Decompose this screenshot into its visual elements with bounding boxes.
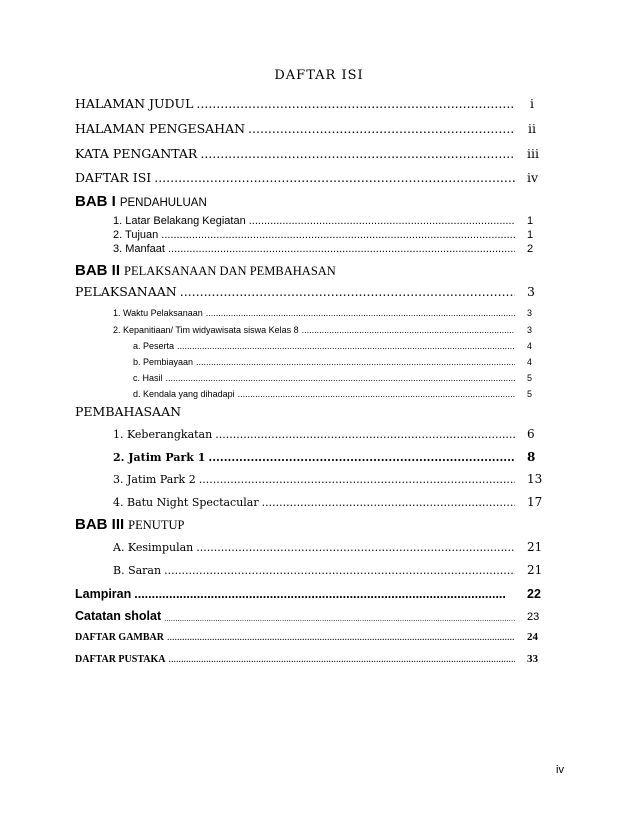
toc-entry-pelaksanaan: PELAKSANAAN ..... 3 bbox=[75, 284, 515, 299]
dot-leader bbox=[180, 284, 515, 299]
dot-leader bbox=[206, 308, 515, 318]
toc-entry-pembiayaan: b. Pembiayaan ..... 4 bbox=[133, 357, 515, 367]
toc-entry-jatim-park-2: 3. Jatim Park 2 ..... 13 bbox=[113, 473, 515, 486]
bab-1-heading: BAB I PENDAHULUAN bbox=[75, 193, 207, 210]
dot-leader bbox=[208, 451, 515, 464]
dot-leader bbox=[248, 121, 515, 136]
toc-entry-kata-pengantar: KATA PENGANTAR ..... iii bbox=[75, 146, 515, 161]
toc-entry-halaman-pengesahan: HALAMAN PENGESAHAN ..... ii bbox=[75, 121, 515, 136]
toc-entry-catatan-sholat: Catatan sholat ..... 23 bbox=[75, 609, 515, 623]
dot-leader bbox=[196, 357, 515, 367]
toc-entry-keberangkatan: 1. Keberangkatan ..... 6 bbox=[113, 428, 515, 441]
dot-leader bbox=[168, 243, 515, 255]
dot-leader bbox=[166, 373, 515, 383]
dot-leader bbox=[199, 473, 515, 486]
toc-entry-daftar-pustaka: DAFTAR PUSTAKA ..... 33 bbox=[75, 654, 515, 665]
toc-entry-tujuan: 2. Tujuan ..... 1 bbox=[113, 229, 515, 241]
dot-leader bbox=[200, 146, 515, 161]
dot-leader bbox=[164, 614, 515, 623]
toc-entry-kendala: d. Kendala yang dihadapi ..... 5 bbox=[133, 389, 515, 399]
toc-entry-halaman-judul: HALAMAN JUDUL ..... i bbox=[75, 96, 515, 111]
dot-leader bbox=[161, 229, 515, 241]
bab-2-heading: BAB II PELAKSANAAN DAN PEMBAHASAN bbox=[75, 262, 336, 279]
dot-leader bbox=[262, 496, 515, 509]
toc-entry-saran: B. Saran ..... 21 bbox=[113, 564, 515, 577]
pembahasan-heading: PEMBAHASAAN bbox=[75, 404, 182, 419]
dot-leader bbox=[238, 389, 515, 399]
toc-entry-manfaat: 3. Manfaat ..... 2 bbox=[113, 243, 515, 255]
dot-leader bbox=[302, 325, 515, 335]
dot-leader bbox=[167, 632, 515, 643]
toc-entry-peserta: a. Peserta ..... 4 bbox=[133, 341, 515, 351]
toc-entry-latar-belakang: 1. Latar Belakang Kegiatan ..... 1 bbox=[113, 215, 515, 227]
toc-entry-daftar-isi: DAFTAR ISI ..... iv bbox=[75, 170, 515, 185]
dot-leader bbox=[134, 587, 505, 601]
toc-entry-kepanitiaan: 2. Kepanitiaan/ Tim widyawisata siswa Kelas 8 ..... 3 bbox=[113, 325, 515, 335]
dot-leader bbox=[154, 170, 515, 185]
toc-entry-jatim-park-1: 2. Jatim Park 1 ..... 8 bbox=[113, 451, 515, 464]
toc-entry-lampiran: Lampiran ..... 22 bbox=[75, 587, 505, 601]
dot-leader bbox=[164, 564, 515, 577]
toc-entry-batu-night-spectacular: 4. Batu Night Spectacular ..... 17 bbox=[113, 496, 515, 509]
toc-title: DAFTAR ISI bbox=[274, 68, 364, 83]
page-number: iv bbox=[556, 764, 564, 776]
dot-leader bbox=[196, 541, 515, 554]
dot-leader bbox=[196, 96, 515, 111]
bab-3-heading: BAB III PENUTUP bbox=[75, 516, 185, 533]
toc-entry-hasil: c. Hasil ..... 5 bbox=[133, 373, 515, 383]
toc-entry-daftar-gambar: DAFTAR GAMBAR ..... 24 bbox=[75, 632, 515, 643]
toc-entry-waktu-pelaksanaan: 1. Waktu Pelaksanaan ..... 3 bbox=[113, 308, 515, 318]
dot-leader bbox=[177, 341, 515, 351]
dot-leader bbox=[215, 428, 515, 441]
dot-leader bbox=[249, 215, 515, 227]
toc-entry-kesimpulan: A. Kesimpulan ..... 21 bbox=[113, 541, 515, 554]
dot-leader bbox=[168, 654, 515, 665]
